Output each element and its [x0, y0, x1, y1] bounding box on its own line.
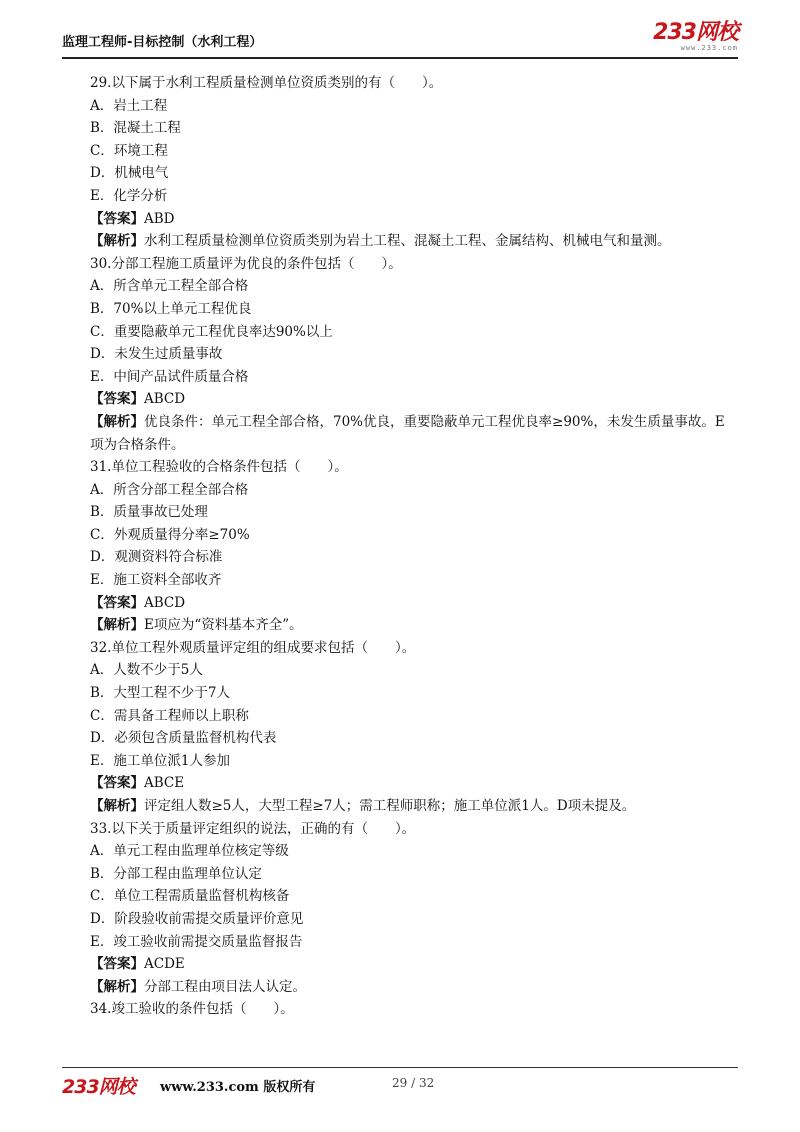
analysis-text: 优良条件：单元工程全部合格，70%优良，重要隐蔽单元工程优良率≥90%，未发生质量事故。E项为合格条件。 [90, 413, 725, 453]
answer-option: E．竣工验收前需提交质量监督报告 [90, 933, 303, 950]
analysis-text: 评定组人数≥5人，大型工程≥7人；需工程师职称；施工单位派1人。D项未提及。 [144, 798, 636, 814]
analysis-line [62, 614, 738, 637]
answer-option: A．岩土工程 [90, 97, 168, 114]
answer-tag: 【答案】 [90, 956, 144, 973]
answer-tag: 【答案】 [90, 775, 144, 792]
answer-option: C．单位工程需质量监督机构核备 [90, 888, 290, 905]
analysis-line [62, 976, 738, 999]
answer-option: D．阶段验收前需提交质量评价意见 [90, 910, 304, 927]
analysis-tag: 【解析】 [90, 978, 144, 995]
analysis-text: E项应为“资料基本齐全”。 [144, 617, 303, 634]
answer-value: ABCD [144, 391, 186, 408]
answer-option: D．观测资料符合标准 [90, 549, 223, 566]
analysis-line [62, 411, 738, 456]
answer-option: C．需具备工程师以上职称 [90, 707, 249, 724]
brand-logo [653, 22, 738, 52]
answer-option: B．70%以上单元工程优良 [90, 300, 252, 317]
question-block [62, 456, 738, 637]
analysis-tag: 【解析】 [90, 617, 144, 634]
logo-sub-text: www.233.com [680, 44, 738, 52]
analysis-tag: 【解析】 [90, 798, 144, 814]
question-block [62, 818, 738, 999]
answer-tag: 【答案】 [90, 391, 144, 408]
answer-option: D．未发生过质量事故 [90, 346, 223, 363]
answer-option: B．质量事故已处理 [90, 504, 208, 521]
answer-line [62, 388, 738, 411]
answer-option: C．外观质量得分率≥70% [90, 526, 250, 543]
question-block [62, 72, 738, 253]
answer-line [62, 772, 738, 795]
analysis-text: 分部工程由项目法人认定。 [144, 978, 306, 995]
question-stem: 29.以下属于水利工程质量检测单位资质类别的有（ ）。 [90, 75, 443, 91]
answer-line [62, 953, 738, 976]
footer-copyright: www.233.com 版权所有 [160, 1080, 316, 1095]
answer-value: ABD [144, 210, 175, 227]
answer-tag: 【答案】 [90, 594, 144, 611]
analysis-text: 水利工程质量检测单位资质类别为岩土工程、混凝土工程、金属结构、机械电气和量测。 [144, 233, 671, 250]
answer-line [62, 592, 738, 615]
answer-line [62, 208, 738, 231]
question-block [62, 637, 738, 818]
answer-option: C．重要隐蔽单元工程优良率达90%以上 [90, 323, 333, 340]
document-body [62, 72, 738, 1021]
question-stem: 33.以下关于质量评定组织的说法，正确的有（ ）。 [90, 820, 416, 837]
answer-option: A．单元工程由监理单位核定等级 [90, 843, 289, 860]
answer-option: E．化学分析 [90, 187, 168, 204]
answer-option: A．人数不少于5人 [90, 662, 203, 679]
header-divider [62, 57, 738, 59]
question-stem: 32.单位工程外观质量评定组的组成要求包括（ ）。 [90, 639, 416, 656]
answer-value: ABCD [144, 594, 186, 611]
answer-option: E．施工资料全部收齐 [90, 572, 222, 589]
analysis-tag: 【解析】 [90, 413, 144, 430]
page-footer [62, 1072, 738, 1096]
page-number: 29 / 32 [392, 1076, 435, 1090]
answer-tag: 【答案】 [90, 210, 144, 227]
analysis-tag: 【解析】 [90, 233, 144, 250]
analysis-line [62, 795, 738, 818]
answer-option: A．所含单元工程全部合格 [90, 278, 249, 295]
footer-divider [62, 1067, 738, 1068]
analysis-line [62, 230, 738, 253]
header-title: 监理工程师-目标控制（水利工程） [62, 35, 263, 50]
answer-option: C．环境工程 [90, 142, 168, 159]
answer-option: B．大型工程不少于7人 [90, 685, 231, 702]
answer-option: B．分部工程由监理单位认定 [90, 865, 262, 882]
answer-option: E．施工单位派1人参加 [90, 752, 230, 769]
question-stem: 30.分部工程施工质量评为优良的条件包括（ ）。 [90, 255, 402, 272]
answer-option: E．中间产品试件质量合格 [90, 368, 249, 385]
question-stem: 34.竣工验收的条件包括（ ）。 [90, 1001, 294, 1018]
question-stem: 31.单位工程验收的合格条件包括（ ）。 [90, 459, 348, 476]
question-block [62, 253, 738, 456]
page-header [62, 22, 738, 56]
answer-option: D．必须包含质量监督机构代表 [90, 730, 277, 747]
logo-main-text: 233网校 [653, 20, 738, 45]
answer-option: A．所含分部工程全部合格 [90, 481, 249, 498]
answer-value: ACDE [144, 956, 185, 973]
answer-value: ABCE [144, 775, 185, 792]
answer-option: B．混凝土工程 [90, 120, 181, 137]
footer-logo: 233网校 [62, 1076, 135, 1098]
answer-option: D．机械电气 [90, 165, 169, 182]
